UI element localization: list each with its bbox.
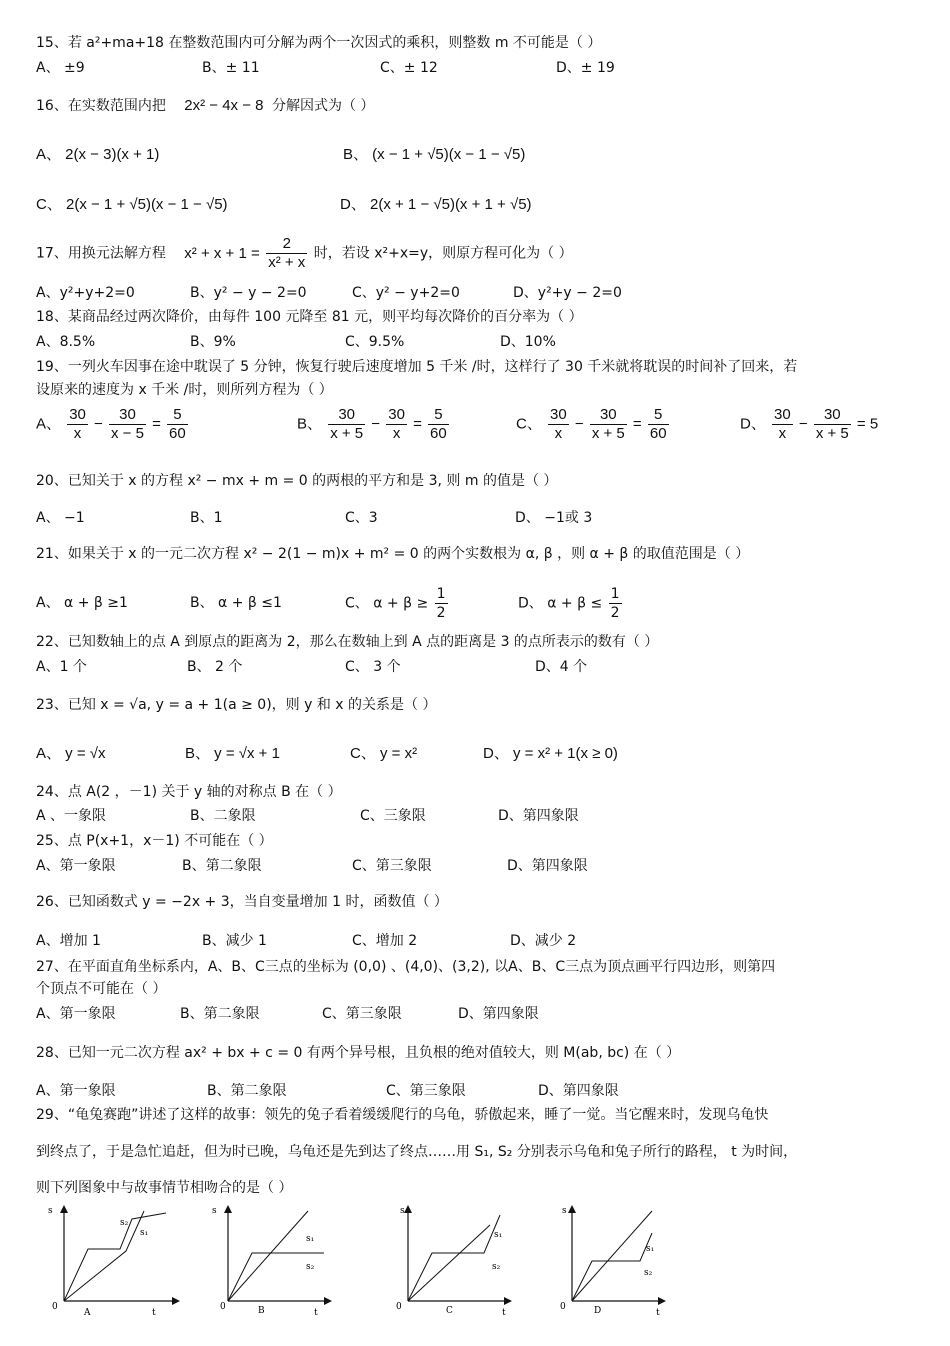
q16-option-b[interactable]: B、 (x − 1 + √5)(x − 1 − √5) [343,146,526,163]
q29-stem-line2: 到终点了，于是急忙追赶，但为时已晚，乌龟还是先到达了终点……用 S₁, S₂ 分别表示乌龟和兔子所行的路程， t 为时间， [36,1144,798,1160]
q24-option-d[interactable]: D、第四象限 [498,808,579,824]
axis-t-label: t [152,1308,156,1318]
s2-curve [408,1225,490,1301]
frac-num: 5 [173,406,182,423]
frac-num: 30 [599,406,617,423]
s1-label: s₁ [494,1230,503,1240]
axis-s-label: s [400,1206,405,1216]
q27-stem-line2: 个顶点不可能在（ ） [36,981,167,997]
q17-stem-text: 17、用换元法解方程 [36,245,166,262]
q17-option-a[interactable]: A、y²+y+2=0 [36,285,135,301]
origin-label: 0 [220,1302,226,1312]
q24-option-c[interactable]: C、三象限 [360,808,426,824]
minus-sign: − [94,415,103,433]
axis-s-label: s [562,1206,567,1216]
q27-option-d[interactable]: D、第四象限 [458,1006,539,1022]
q29-graph-d[interactable] [556,1203,676,1323]
axis-t-label: t [656,1308,660,1318]
s1-curve [64,1211,144,1301]
y-axis-arrow [568,1205,576,1213]
q15-option-d[interactable]: D、± 19 [556,60,615,76]
q28-stem: 28、已知一元二次方程 ax² + bx + c = 0 有两个异号根，且负根的绝对值较大，则 M(ab, bc) 在（ ） [36,1045,681,1061]
q15-stem: 15、若 a²+ma+18 在整数范围内可分解为两个一次因式的乘积，则整数 m 不可能是（ ） [36,35,602,51]
minus-sign: − [574,415,584,433]
q18-option-b[interactable]: B、9% [190,334,236,350]
frac-den: x + 5 [330,425,364,442]
axis-s-label: s [48,1206,53,1216]
q23-option-b[interactable]: B、 y = √x + 1 [185,745,280,762]
q16-option-d[interactable]: D、 2(x + 1 − √5)(x + 1 + √5) [340,196,532,213]
q23-option-a[interactable]: A、 y = √x [36,745,106,762]
frac-den: x [67,424,88,443]
frac-num: 5 [434,406,443,423]
rhs-value: 5 [869,415,879,433]
frac-den: x − 5 [110,425,144,442]
q28-option-d[interactable]: D、第四象限 [538,1083,619,1099]
q15-option-c[interactable]: C、± 12 [380,60,438,76]
q27-option-c[interactable]: C、第三象限 [322,1006,402,1022]
q21-option-c-text: C、 α + β ≥ [345,595,429,612]
frac-den: x [386,424,407,443]
q20-option-b[interactable]: B、1 [190,510,223,526]
x-axis-arrow [658,1297,666,1305]
q23-option-c[interactable]: C、 y = x² [350,745,418,762]
q28-option-b[interactable]: B、第二象限 [207,1083,287,1099]
y-axis-arrow [404,1205,412,1213]
q17-option-b[interactable]: B、y² − y − 2=0 [190,285,307,301]
q21-option-d-text: D、 α + β ≤ [518,595,603,612]
graph-label-d: D [594,1306,602,1316]
q24-option-b[interactable]: B、二象限 [190,808,256,824]
frac-num: 30 [69,406,86,423]
q22-option-d[interactable]: D、4 个 [535,659,588,675]
q17-option-c[interactable]: C、y² − y+2=0 [352,285,460,301]
q21-option-a[interactable]: A、 α + β ≥1 [36,595,128,611]
q29-graph-c[interactable] [392,1203,522,1323]
q18-option-d[interactable]: D、10% [500,334,556,350]
q19-option-b[interactable] [297,406,451,443]
q25-option-d[interactable]: D、第四象限 [507,858,588,874]
q20-option-d[interactable]: D、 −1或 3 [515,510,593,526]
q25-option-b[interactable]: B、第二象限 [182,858,262,874]
origin-label: 0 [560,1302,566,1312]
s1-curve [572,1211,655,1301]
s1-curve [228,1211,308,1301]
frac-num: 1 [610,586,620,602]
q29-graph-b[interactable] [208,1203,338,1323]
q19-option-d-label: D、 [740,415,766,433]
frac-den: 2 [436,605,446,621]
q21-stem: 21、如果关于 x 的一元二次方程 x² − 2(1 − m)x + m² = 0 的两个实数根为 α, β ，则 α + β 的取值范围是（ ） [36,546,750,562]
q27-option-a[interactable]: A、第一象限 [36,1006,116,1022]
q16-expression: 2x² − 4x − 8 [184,97,264,114]
equals-sign: = [152,415,161,433]
q28-option-a[interactable]: A、第一象限 [36,1083,116,1099]
frac-num: 30 [550,406,567,423]
s2-curve [64,1213,166,1301]
q25-stem: 25、点 P(x+1，x－1) 不可能在（ ） [36,833,273,849]
frac-num: 1 [436,586,446,602]
q23-option-d[interactable]: D、 y = x² + 1(x ≥ 0) [483,745,618,762]
frac-num: 30 [388,406,405,423]
q19-option-c[interactable] [516,406,671,443]
q16-option-c[interactable]: C、 2(x − 1 + √5)(x − 1 − √5) [36,196,228,213]
y-axis-arrow [60,1205,68,1213]
axis-s-label: s [212,1206,217,1216]
q20-stem: 20、已知关于 x 的方程 x² − mx + m = 0 的两根的平方和是 3, 则 m 的值是（ ） [36,473,558,489]
frac-num: 30 [338,406,355,423]
equals-sign: = [632,415,642,433]
q29-stem-line3: 则下列图象中与故事情节相吻合的是（ ） [36,1180,293,1196]
frac-den: 60 [169,425,186,442]
q24-option-a[interactable]: A 、一象限 [36,808,107,824]
q20-option-a[interactable]: A、 −1 [36,510,85,526]
q17-fraction-den: x² + x [268,254,306,271]
frac-num: 30 [823,406,841,423]
frac-den: x + 5 [591,425,625,442]
q17-stem [36,235,573,272]
q23-stem: 23、已知 x = √a, y = a + 1(a ≥ 0)，则 y 和 x 的关系是（ ） [36,697,437,713]
q27-stem-line1: 27、在平面直角坐标系内，A、B、C三点的坐标为 (0,0) 、(4,0)、(3,2), 以A、B、C三点为顶点画平行四边形，则第四 [36,959,776,975]
frac-den: x [772,424,793,443]
equals-sign: = [413,415,422,433]
axis-t-label: t [502,1308,506,1318]
q18-option-a[interactable]: A、8.5% [36,334,96,350]
s2-curve [572,1233,655,1301]
q17-fraction [266,235,307,272]
q20-option-c[interactable]: C、3 [345,510,378,526]
q21-option-b[interactable]: B、 α + β ≤1 [190,595,282,611]
q16-stem [36,97,374,115]
x-axis-arrow [324,1297,332,1305]
x-axis-arrow [172,1297,180,1305]
y-axis-arrow [224,1205,232,1213]
q22-option-b[interactable]: B、 2 个 [187,659,243,675]
graph-label-c: C [446,1306,453,1316]
equals-sign: = [856,415,866,433]
q28-option-c[interactable]: C、第三象限 [386,1083,466,1099]
q19-stem-line2: 设原来的速度为 x 千米 /时，则所列方程为（ ） [36,382,333,398]
q29-stem-line1: 29、“龟兔赛跑”讲述了这样的故事：领先的兔子看着缓缓爬行的乌龟，骄傲起来，睡了一觉。当它醒来时，发现乌龟快 [36,1107,769,1123]
graph-label-a: A [84,1308,91,1318]
origin-label: 0 [396,1302,402,1312]
x-axis-arrow [504,1297,512,1305]
q15-option-a[interactable]: A、 ±9 [36,60,85,76]
s2-label: s₂ [120,1218,129,1228]
q26-option-a[interactable]: A、增加 1 [36,933,101,949]
q17-tail: 时，若设 x²+x=y，则原方程可化为（ ） [313,245,573,262]
graph-label-b: B [258,1306,265,1316]
q19-option-c-label: C、 [516,415,542,433]
frac-num: 5 [654,406,663,423]
q26-stem: 26、已知函数式 y = −2x + 3，当自变量增加 1 时，函数值（ ） [36,894,448,910]
q18-option-c[interactable]: C、9.5% [345,334,405,350]
s1-label: s₁ [646,1244,655,1254]
frac-den: x [548,424,569,443]
q21-option-c[interactable] [345,585,450,622]
q19-option-a[interactable] [36,406,190,443]
q17-option-d[interactable]: D、y²+y − 2=0 [513,285,622,301]
origin-label: 0 [52,1302,58,1312]
q22-option-a[interactable]: A、1 个 [36,659,87,675]
q19-option-a-label: A、 [36,415,62,433]
q16-stem-text: 16、在实数范围内把 [36,98,166,114]
q17-fraction-num: 2 [282,235,291,252]
q16-option-a[interactable]: A、 2(x − 3)(x + 1) [36,146,160,163]
s2-curve [228,1253,324,1301]
q15-option-b[interactable]: B、± 11 [202,60,260,76]
s2-label: s₂ [644,1268,653,1278]
s1-label: s₁ [140,1228,149,1238]
q24-stem: 24、点 A(2 ，－1) 关于 y 轴的对称点 B 在（ ） [36,784,342,800]
q16-tail: 分解因式为（ ） [271,98,375,114]
q25-option-c[interactable]: C、第三象限 [352,858,432,874]
frac-den: 60 [649,425,667,442]
q19-option-d[interactable] [740,406,878,443]
q26-option-b[interactable]: B、减少 1 [202,933,267,949]
q25-option-a[interactable]: A、第一象限 [36,858,116,874]
q18-stem: 18、某商品经过两次降价，由每件 100 元降至 81 元，则平均每次降价的百分率为（ ） [36,309,583,325]
s2-label: s₂ [306,1262,315,1272]
frac-den: x + 5 [815,425,849,442]
q29-graph-a[interactable] [36,1203,186,1323]
s1-label: s₁ [306,1234,315,1244]
q22-option-c[interactable]: C、 3 个 [345,659,401,675]
q21-option-d[interactable] [518,585,624,622]
s2-label: s₂ [492,1262,501,1272]
frac-num: 30 [774,406,791,423]
q27-option-b[interactable]: B、第二象限 [180,1006,260,1022]
q19-option-b-label: B、 [297,415,323,433]
q22-stem: 22、已知数轴上的点 A 到原点的距离为 2，那么在数轴上到 A 点的距离是 3 的点所表示的数有（ ） [36,634,659,650]
minus-sign: − [371,415,381,433]
q19-stem-line1: 19、一列火车因事在途中耽误了 5 分钟，恢复行驶后速度增加 5 千米 /时，这样行了 30 千米就将耽误的时间补了回来，若 [36,359,798,375]
q26-option-d[interactable]: D、减少 2 [510,933,577,949]
minus-sign: − [798,415,808,433]
frac-den: 60 [430,425,447,442]
q26-option-c[interactable]: C、增加 2 [352,933,418,949]
q17-lhs: x² + x + 1 = [184,244,260,262]
frac-num: 30 [119,406,136,423]
frac-den: 2 [610,605,620,621]
axis-t-label: t [314,1308,318,1318]
